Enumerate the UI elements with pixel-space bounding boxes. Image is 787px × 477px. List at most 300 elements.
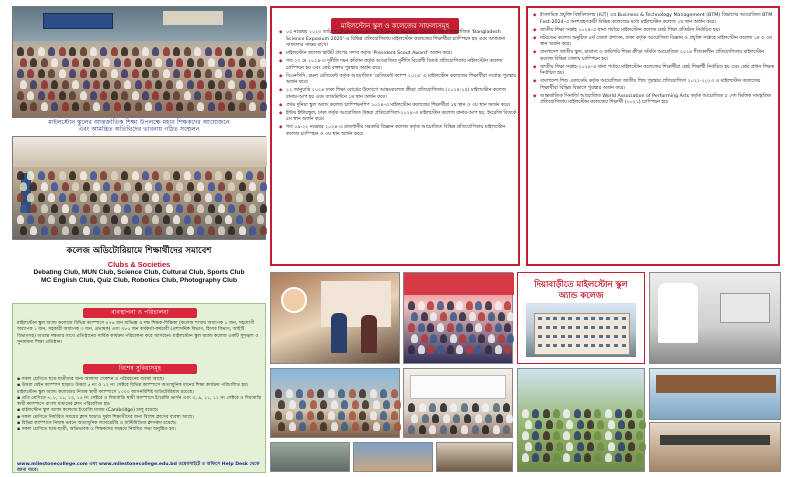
crowd-figure — [163, 91, 170, 100]
crowd-figure — [485, 414, 492, 423]
students-photo-3 — [436, 442, 513, 472]
crowd-figure — [62, 80, 69, 89]
left-column — [12, 6, 266, 474]
crowd-figure — [41, 226, 48, 235]
crowd-figure — [257, 193, 264, 202]
crowd-figure — [132, 69, 139, 78]
crowd-figure — [100, 91, 107, 100]
crowd-figure — [543, 453, 550, 462]
crowd-figure — [90, 69, 97, 78]
crowd-figure — [485, 301, 492, 310]
crowd-figure — [93, 102, 100, 111]
crowd-figure — [625, 453, 632, 462]
crowd-figure — [296, 389, 303, 398]
crowd-figure — [184, 215, 191, 224]
crowd-figure — [51, 80, 58, 89]
crowd-figure — [114, 80, 121, 89]
crowd-figure — [338, 411, 345, 420]
crowd-figure — [132, 193, 139, 202]
crowd-figure — [615, 431, 622, 440]
crowd-figure — [20, 80, 27, 89]
building-window — [591, 317, 595, 320]
crowd-figure — [187, 204, 194, 213]
crowd-figure — [59, 69, 66, 78]
crowd-figure — [215, 171, 222, 180]
crowd-figure — [100, 47, 107, 56]
crowd-figure — [359, 411, 366, 420]
crowd-figure — [532, 431, 539, 440]
crowd-figure — [475, 301, 482, 310]
crowd-figure — [618, 442, 625, 451]
crowd-figure — [430, 312, 437, 321]
achievement-item: ◆ বিএনসিসি, রমনা রেজিমেন্ট কর্তৃক আয়োজিত 'রেজিমেন্ট ক্যাম্প ২০২৪' এ মাইলস্টোন কলেজের শিক্ষার্থীরা সর্বোচ্চ পুরস্কার অর্জন করে। — [279, 74, 517, 87]
crowd-figure — [427, 301, 434, 310]
building-window — [561, 317, 565, 320]
building-window — [561, 344, 565, 347]
achievement-item: ◆ গত ২৭ মে ২০২৪-এ দুর্নীতি দমন কমিশন কর্তৃক আয়োজিত দুর্নীতি বিরোধী বিতর্ক প্রতিযোগিতায় মাইলস্টোন কলেজ চ্যাম্পিয়ন হয় এবং শ্রেষ্ঠ বক্তার পুরস্কার অর্জন করে। — [279, 59, 517, 72]
crowd-figure — [239, 80, 246, 89]
crowd-figure — [69, 193, 76, 202]
crowd-figure — [20, 226, 27, 235]
crowd-figure — [208, 182, 215, 191]
crowd-figure — [72, 182, 79, 191]
crowd-figure — [543, 431, 550, 440]
crowd-figure — [111, 91, 118, 100]
crowd-figure — [30, 102, 37, 111]
crowd-figure — [48, 171, 55, 180]
facility-item: ▪ প্রতি শ্রেণিতে ৭, ৮, ১১, ১৩, ১৫ নং সেক্টরে ও দিয়াবাড়ি স্থায়ী ক্যাম্পাসে ইংরেজি ভার্সন এবং ৩, ৯, ১১, ১২ নং সেক্টরে ও দিয়াবাড়ি স্থায়ী ক্যাম্পাসে বাংলা মাধ্যমের ক্লাস পরিচালিত হয়। — [17, 395, 262, 408]
achievements-panel-continued — [526, 6, 780, 266]
crowd-figure — [450, 312, 457, 321]
crowd-figure — [236, 69, 243, 78]
clubs-line-2: MC English Club, Quiz Club, Robotics Club, Photography Club — [41, 277, 237, 285]
crowd-figure — [17, 215, 24, 224]
crowd-figure — [225, 47, 232, 56]
crowd-figure — [48, 69, 55, 78]
crowd-figure — [331, 422, 338, 431]
crowd-figure — [249, 80, 256, 89]
crowd-figure — [475, 323, 482, 332]
building-window — [599, 335, 603, 338]
crowd-figure — [475, 414, 482, 423]
crowd-figure — [121, 215, 128, 224]
crowd-figure — [429, 425, 436, 434]
crowd-figure — [72, 204, 79, 213]
crowd-figure — [114, 226, 121, 235]
crowd-figure — [38, 215, 45, 224]
crowd-figure — [239, 102, 246, 111]
diabari-campus-tile — [517, 272, 645, 364]
crowd-figure — [27, 193, 34, 202]
crowd-figure — [341, 422, 348, 431]
crowd-figure — [218, 102, 225, 111]
crowd-figure — [246, 215, 253, 224]
crowd-figure — [132, 215, 139, 224]
crowd-figure — [236, 171, 243, 180]
crowd-figure — [135, 58, 142, 67]
crowd-figure — [176, 102, 183, 111]
crowd-figure — [239, 226, 246, 235]
crowd-figure — [615, 453, 622, 462]
crowd-figure — [132, 91, 139, 100]
crowd-figure — [553, 453, 560, 462]
crowd-figure — [488, 334, 495, 343]
crowd-figure — [38, 47, 45, 56]
crowd-figure — [299, 400, 306, 409]
crowd-figure — [563, 409, 570, 418]
crowd-figure — [72, 102, 79, 111]
crowd-figure — [121, 91, 128, 100]
crowd-figure — [114, 204, 121, 213]
crowd-figure — [197, 58, 204, 67]
crowd-figure — [208, 204, 215, 213]
crowd-figure — [228, 204, 235, 213]
crowd-figure — [466, 345, 473, 354]
clubs-block — [12, 260, 266, 298]
crowd-figure — [38, 91, 45, 100]
building-window — [561, 335, 565, 338]
crowd-figure — [27, 91, 34, 100]
crowd-figure — [383, 400, 390, 409]
crowd-figure — [577, 442, 584, 451]
crowd-figure — [228, 80, 235, 89]
crowd-figure — [461, 425, 468, 434]
crowd-figure — [135, 80, 142, 89]
crowd-figure — [447, 345, 454, 354]
crowd-figure — [352, 400, 359, 409]
crowd-figure — [90, 171, 97, 180]
crowd-figure — [173, 215, 180, 224]
crowd-figure — [132, 47, 139, 56]
crowd-figure — [135, 182, 142, 191]
crowd-figure — [48, 91, 55, 100]
crowd-figure — [427, 323, 434, 332]
crowd-figure — [349, 411, 356, 420]
crowd-figure — [38, 171, 45, 180]
crowd-figure — [173, 171, 180, 180]
building-window — [606, 317, 610, 320]
crowd-figure — [482, 425, 489, 434]
crowd-figure — [20, 102, 27, 111]
crowd-figure — [90, 193, 97, 202]
crowd-figure — [145, 58, 152, 67]
building-window — [614, 326, 618, 329]
crowd-figure — [41, 102, 48, 111]
crowd-figure — [341, 400, 348, 409]
building-window — [591, 344, 595, 347]
crowd-figure — [62, 204, 69, 213]
crowd-figure — [41, 204, 48, 213]
building-window — [599, 344, 603, 347]
achievement-item: ◆ বাংলাদেশ শিশু একাডেমি কর্তৃক আয়োজিত জাতীয় শিশু পুরস্কার প্রতিযোগিতা ২০২২-২০২৩ এ মাইলস্টোন কলেজের শিক্ষার্থীরা বিভিন্ন বিভাগে পুরস্কার অর্জন করে। — [533, 79, 777, 92]
crowd-figure — [184, 47, 191, 56]
crowd-figure — [408, 345, 415, 354]
crowd-figure — [478, 334, 485, 343]
crowd-figure — [135, 102, 142, 111]
achievements-list-continued — [533, 13, 777, 108]
crowd-figure — [320, 422, 327, 431]
website-link[interactable]: www.milestonecollege.com এবং www.milestonecollege.edu.bd ওয়েবসাইটে ও অফিসে Help Desk থেকে জানা যাবে। — [17, 462, 260, 474]
crowd-figure — [90, 47, 97, 56]
crowd-figure — [163, 47, 170, 56]
crowd-figure — [187, 182, 194, 191]
crowd-figure — [27, 171, 34, 180]
auditorium-photo — [12, 136, 266, 240]
lab-photo — [649, 272, 781, 364]
crowd-figure — [41, 58, 48, 67]
building-window — [538, 317, 542, 320]
building-window — [606, 326, 610, 329]
classroom-photo — [403, 368, 513, 438]
crowd-figure — [27, 47, 34, 56]
crowd-figure — [507, 312, 514, 321]
crowd-figure — [48, 215, 55, 224]
crowd-figure — [260, 80, 267, 89]
crowd-figure — [152, 171, 159, 180]
building-window — [584, 335, 588, 338]
crowd-figure — [59, 91, 66, 100]
crowd-figure — [246, 193, 253, 202]
crowd-figure — [421, 334, 428, 343]
crowd-figure — [93, 80, 100, 89]
crowd-figure — [194, 193, 201, 202]
crowd-figure — [286, 411, 293, 420]
crowd-figure — [260, 226, 267, 235]
management-text: মাইলস্টোন স্কুল অ্যান্ড কলেজে বিভিন্ন ক্যাম্পাসে ৪৭৬ জন অভিজ্ঞ ও দক্ষ শিক্ষক-শিক্ষিকা (কলেজ শাখায় অধ্যাপক ১ জন, সহযোগী অধ্যাপক ১ জন, সহকারী অধ্যাপক ৩ জন, প্রভাষক) এবং ৩৮৫ জন কর্মকর্তা-কর্মচারী (প্রশাসনিক বিভাগ, হিসাব বিভাগ, আইটি বিভাগসহ) অত্যন্ত দক্ষতার সাথে প্রতিষ্ঠানের সার্বিক কার্যক্রম পরিচালনা করে আসছেন। মাইলস্টোন স্কুল অ্যান্ড কলেজ একটি সুশৃঙ্খল ও সুনামধন্য শিক্ষা প্রতিষ্ঠান। — [17, 321, 259, 345]
crowd-figure — [163, 69, 170, 78]
facility-item: ▪ বিভিন্ন ক্যাম্পাসে নিজস্ব ভবনে অত্যাধুনিক ল্যাবরেটরি ও মাল্টিমিডিয়া ক্লাসরুম রয়েছে। — [17, 421, 177, 427]
building-window — [614, 344, 618, 347]
crowd-figure — [114, 182, 121, 191]
crowd-figure — [566, 442, 573, 451]
crowd-figure — [496, 414, 503, 423]
crowd-figure — [373, 422, 380, 431]
crowd-figure — [278, 400, 285, 409]
crowd-figure — [349, 389, 356, 398]
crowd-figure — [93, 182, 100, 191]
achievements-title: মাইলস্টোন স্কুল ও কলেজের সাফল্যসমূহ — [272, 13, 518, 26]
crowd-figure — [111, 69, 118, 78]
achievement-item: ◆ ইসলামিক প্রযুক্তি বিশ্ববিদ্যালয় (IUT) এর Business & Technology Management (BTM) বিভাগের আয়োজিত BTM Fest-2024-এ অংশগ্রহণকারী বিভিন্ন কলেজের মধ্যে মাইলস্টোন কলেজ ২য় স্থান অর্জন করে। — [533, 13, 777, 26]
crowd-figure — [543, 409, 550, 418]
crowd-figure — [100, 215, 107, 224]
crowd-figure — [194, 91, 201, 100]
crowd-figure — [563, 453, 570, 462]
building-window — [568, 335, 572, 338]
crowd-figure — [30, 182, 37, 191]
crowd-figure — [459, 312, 466, 321]
crowd-figure — [391, 389, 398, 398]
building-window — [561, 326, 565, 329]
crowd-figure — [459, 334, 466, 343]
crowd-figure — [152, 69, 159, 78]
crowd-figure — [103, 80, 110, 89]
achievement-item: ◆ নটরডেম কলেজ অনুষ্ঠিত ৪র্থ জেলা প্রশাসন, ঢাকা কর্তৃক আয়োজিত বিজ্ঞান ও প্রযুক্তি সপ্তাহে মাইলস্টোন কলেজ ১ম ও ৩য় স্থান অর্জন করে। — [533, 36, 777, 49]
crowd-figure — [187, 80, 194, 89]
crowd-figure — [456, 345, 463, 354]
crowd-figure — [408, 323, 415, 332]
crowd-figure — [485, 345, 492, 354]
crowd-figure — [215, 47, 222, 56]
crowd-figure — [90, 215, 97, 224]
crowd-figure — [176, 182, 183, 191]
achievement-item: ◆ জাতীয় শিক্ষা সপ্তাহ ২০২৪-এ থানা পর্যায়ে মাইলস্টোন কলেজ শ্রেষ্ঠ শিক্ষা প্রতিষ্ঠান নির্বাচিত হয়। — [533, 28, 777, 35]
crowd-figure — [584, 453, 591, 462]
crowd-figure — [59, 47, 66, 56]
crowd-figure — [69, 215, 76, 224]
crowd-figure — [197, 80, 204, 89]
crowd-figure — [218, 204, 225, 213]
crowd-figure — [352, 422, 359, 431]
crowd-figure — [249, 204, 256, 213]
crowd-figure — [443, 414, 450, 423]
crowd-figure — [450, 425, 457, 434]
crowd-figure — [103, 102, 110, 111]
crowd-figure — [260, 204, 267, 213]
crowd-figure — [173, 47, 180, 56]
crowd-figure — [41, 182, 48, 191]
building-window — [546, 335, 550, 338]
crowd-figure — [608, 442, 615, 451]
crowd-figure — [225, 171, 232, 180]
building-window — [599, 317, 603, 320]
crowd-figure — [215, 215, 222, 224]
crowd-figure — [197, 182, 204, 191]
crowd-figure — [59, 215, 66, 224]
crowd-figure — [495, 345, 502, 354]
crowd-figure — [142, 193, 149, 202]
crowd-figure — [574, 431, 581, 440]
crowd-figure — [208, 102, 215, 111]
crowd-figure — [257, 91, 264, 100]
crowd-figure — [249, 102, 256, 111]
crowd-figure — [155, 204, 162, 213]
crowd-figure — [466, 323, 473, 332]
facility-item: ▪ সকল শ্রেণিতে নির্ধারিত সময়ের ক্লাস ছাড়াও দুর্বল শিক্ষার্থীদের জন্য বিশেষ ক্লাসের ব্যবস্থা আছে। — [17, 414, 194, 420]
building-window — [576, 335, 580, 338]
crowd-figure — [27, 69, 34, 78]
crowd-figure — [111, 215, 118, 224]
crowd-figure — [418, 301, 425, 310]
crowd-figure — [197, 226, 204, 235]
students-assembly-photo — [517, 368, 645, 472]
crowd-figure — [437, 345, 444, 354]
students-photo-1 — [270, 442, 350, 472]
achievement-item: ◆ বাংলাদেশ জাতীয় স্কুল, মাদ্রাসা ও কারিগরি শিক্ষা ক্রীড়া সমিতি আয়োজিত ২০২৪ শীতকালীন প্রতিযোগিতায় মাইলস্টোন কলেজ বিভিন্ন খেলায় চ্যাম্পিয়ন হয়। — [533, 50, 777, 63]
crowd-figure — [69, 69, 76, 78]
crowd-figure — [166, 204, 173, 213]
crowd-figure — [142, 69, 149, 78]
crowd-figure — [187, 58, 194, 67]
crowd-figure — [80, 47, 87, 56]
facility-item: ▪ উত্তরা মেইন ক্যাম্পাস ছাড়াও উত্তরা ৫ নং ও ১২ নং সেক্টরে বিভিন্ন ক্যাম্পাসে অত্যাধুনিক মানের শিক্ষা কার্যক্রম পরিচালিত হয়। মাইলস্টোন স্কুল অ্যান্ড কলেজের নিজস্ব স্থায়ী ক্যাম্পাসে ১০০০ আসনবিশিষ্ট অডিটোরিয়াম রয়েছে। — [17, 383, 249, 395]
crowd-figure — [249, 182, 256, 191]
crowd-figure — [639, 420, 646, 429]
crowd-figure — [328, 389, 335, 398]
crowd-figure — [525, 420, 532, 429]
building-window — [576, 326, 580, 329]
crowd-figure — [176, 226, 183, 235]
crowd-figure — [124, 58, 131, 67]
crowd-figure — [532, 453, 539, 462]
building-window — [591, 326, 595, 329]
crowd-figure — [493, 425, 500, 434]
crowd-figure — [93, 204, 100, 213]
crowd-figure — [597, 420, 604, 429]
building-window — [584, 317, 588, 320]
crowd-figure — [17, 171, 24, 180]
crowd-figure — [453, 414, 460, 423]
building-window — [538, 335, 542, 338]
achievement-item: ◆ প্রথম দুনিয়া স্কুল অ্যান্ড কলেজ চ্যাম্পিয়নশিপ ২০২৪-এ মাইলস্টোন কলেজের শিক্ষার্থীরা ২য় স্থান ও ৩য় স্থান অর্জন করে। — [279, 103, 517, 110]
crowd-figure — [155, 102, 162, 111]
crowd-figure — [440, 403, 447, 412]
crowd-figure — [205, 193, 212, 202]
crowd-figure — [111, 193, 118, 202]
crowd-figure — [299, 422, 306, 431]
crowd-figure — [208, 80, 215, 89]
building-window — [606, 344, 610, 347]
facilities-list — [17, 377, 263, 461]
crowd-figure — [48, 47, 55, 56]
crowd-figure — [317, 389, 324, 398]
crowd-figure — [257, 171, 264, 180]
crowd-figure — [625, 409, 632, 418]
building-window — [614, 335, 618, 338]
crowd-figure — [187, 226, 194, 235]
crowd-figure — [155, 58, 162, 67]
crowd-figure — [228, 226, 235, 235]
crowd-figure — [495, 301, 502, 310]
crowd-figure — [504, 345, 511, 354]
crowd-figure — [456, 301, 463, 310]
crowd-figure — [522, 409, 529, 418]
crowd-figure — [615, 409, 622, 418]
building-window — [584, 344, 588, 347]
crowd-figure — [485, 323, 492, 332]
building-window — [576, 317, 580, 320]
crowd-figure — [380, 389, 387, 398]
crowd-figure — [173, 91, 180, 100]
crowd-figure — [504, 323, 511, 332]
crowd-figure — [155, 182, 162, 191]
crowd-figure — [215, 69, 222, 78]
crowd-figure — [584, 409, 591, 418]
achievement-item: ◆ জাতীয় শিক্ষা সপ্তাহ-২০২৪-এ থানা পর্যায়ে মাইলস্টোন কলেজের শিক্ষার্থীরা শ্রেষ্ঠ শিক্ষার্থী নির্বাচিত হয় এবং শ্রেষ্ঠ প্রধান শিক্ষক নির্বাচিত হয়। — [533, 65, 777, 78]
crowd-figure — [260, 102, 267, 111]
crowd-figure — [370, 411, 377, 420]
crowd-figure — [83, 226, 90, 235]
crowd-figure — [289, 422, 296, 431]
crowd-figure — [184, 171, 191, 180]
crowd-figure — [246, 91, 253, 100]
crowd-figure — [507, 334, 514, 343]
crowd-figure — [69, 91, 76, 100]
crowd-figure — [307, 389, 314, 398]
crowd-figure — [17, 91, 24, 100]
crowd-figure — [111, 171, 118, 180]
facility-item: ▪ সকল শ্রেণিতে ছাত্র-ছাত্রী, অভিভাবক ও শিক্ষকদের সমন্বয়ে নিয়মিত সভা অনুষ্ঠিত হয়। — [17, 427, 176, 433]
crowd-figure — [51, 182, 58, 191]
crowd-figure — [51, 102, 58, 111]
crowd-figure — [503, 403, 510, 412]
crowd-figure — [121, 47, 128, 56]
crowd-figure — [597, 442, 604, 451]
crowd-figure — [504, 301, 511, 310]
crowd-figure — [163, 193, 170, 202]
photo-collage — [270, 272, 781, 472]
crowd-figure — [577, 420, 584, 429]
